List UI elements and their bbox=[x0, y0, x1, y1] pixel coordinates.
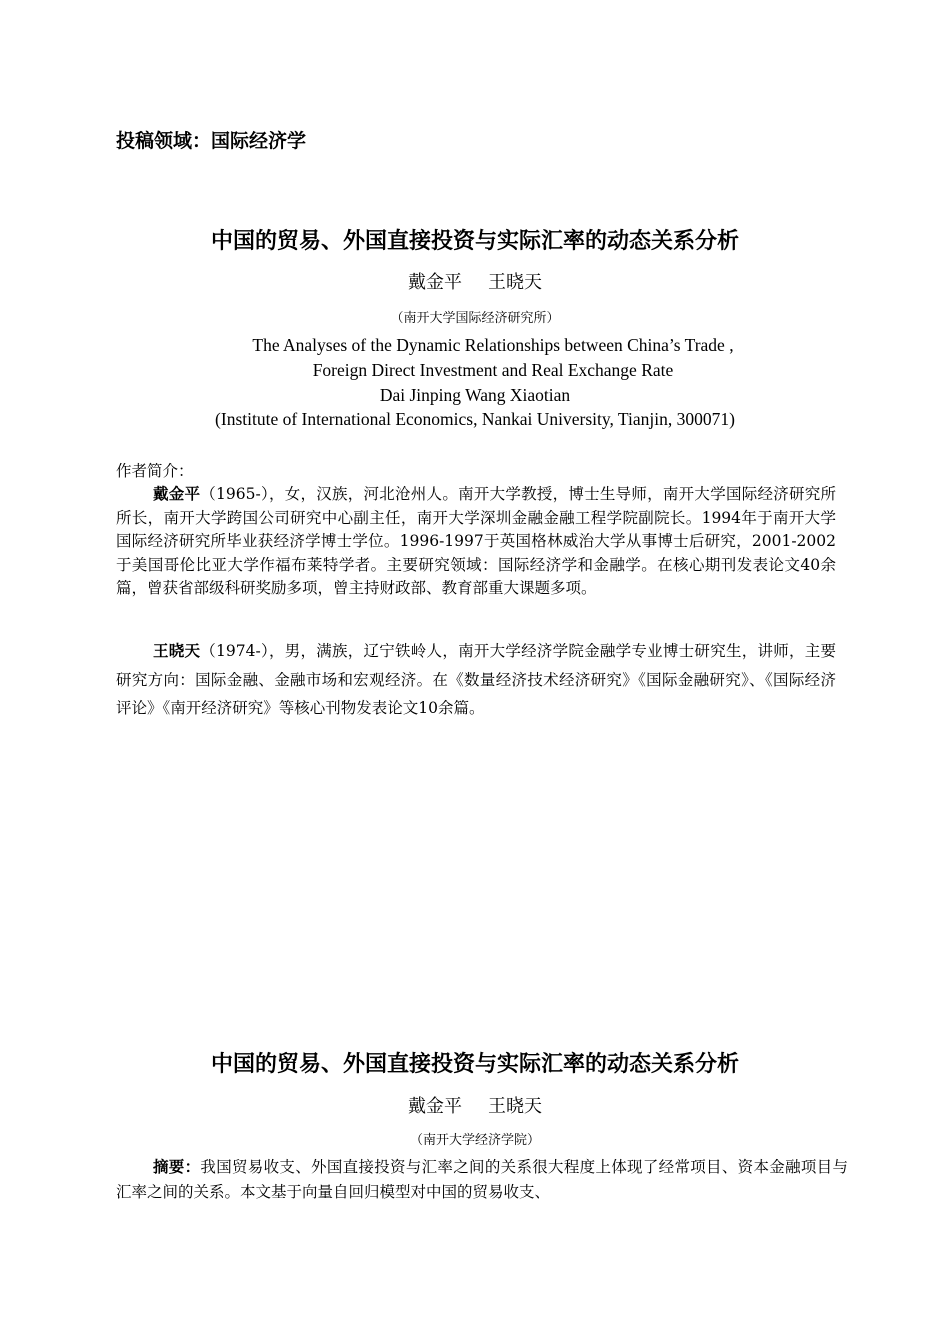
bio-author-1 bbox=[116, 483, 836, 601]
abstract bbox=[116, 1155, 848, 1204]
paper-affiliation: （南开大学经济学院） bbox=[409, 1133, 540, 1148]
paper-authors bbox=[0, 1094, 950, 1120]
english-affiliation: (Institute of International Economics, Nankai University, Tianjin, 300071) bbox=[215, 409, 735, 429]
english-title-line-1: The Analyses of the Dynamic Relationships between China’s Trade , bbox=[252, 335, 734, 355]
submission-field: 投稿领域：国际经济学 bbox=[116, 130, 307, 152]
bio-author-2-text: （1974-），男，满族，辽宁铁岭人，南开大学经济学院金融学专业博士研究生，讲师，主要研究方向：国际金融、金融市场和宏观经济。在《数量经济技术经济研究》《国际金融研究》、《国际经济评论》《南开经济研究》等核心刊物发表论文10余篇。 bbox=[116, 642, 836, 717]
cover-authors bbox=[0, 270, 950, 296]
cover-author-2: 王晓天 bbox=[488, 272, 542, 293]
paper-author-2: 王晓天 bbox=[488, 1096, 542, 1117]
paper-title: 中国的贸易、外国直接投资与实际汇率的动态关系分析 bbox=[210, 1052, 739, 1077]
bio-author-2 bbox=[116, 637, 836, 723]
bio-author-1-text: （1965-），女，汉族，河北沧州人。南开大学教授，博士生导师，南开大学国际经济研究所所长，南开大学跨国公司研究中心副主任，南开大学深圳金融金融工程学院副院长。1994年于南开大学国际经济研究所毕业获经济学博士学位。1996-1997于英国格林威治大学从事博士后研究，2001-2002于美国哥伦比亚大学作福布莱特学者。主要研究领域：国际经济学和金融学。在核心期刊发表论文40余篇，曾获省部级科研奖励多项，曾主持财政部、教育部重大课题多项。 bbox=[116, 485, 836, 598]
bio-author-1-name: 戴金平 bbox=[153, 485, 201, 503]
cover-author-1: 戴金平 bbox=[408, 272, 462, 293]
cover-title: 中国的贸易、外国直接投资与实际汇率的动态关系分析 bbox=[210, 229, 739, 254]
english-title-line-2: Foreign Direct Investment and Real Exchange Rate bbox=[312, 360, 674, 380]
cover-affiliation: （南开大学国际经济研究所） bbox=[390, 311, 560, 326]
abstract-label: 摘要： bbox=[153, 1158, 201, 1176]
bio-heading: 作者简介： bbox=[116, 462, 194, 480]
bio-author-2-name: 王晓天 bbox=[153, 642, 201, 660]
abstract-text: 我国贸易收支、外国直接投资与汇率之间的关系很大程度上体现了经常项目、资本金融项目与汇率之间的关系。本文基于向量自回归模型对中国的贸易收支、 bbox=[116, 1158, 848, 1201]
paper-author-1: 戴金平 bbox=[408, 1096, 462, 1117]
english-authors: Dai Jinping Wang Xiaotian bbox=[379, 385, 571, 405]
